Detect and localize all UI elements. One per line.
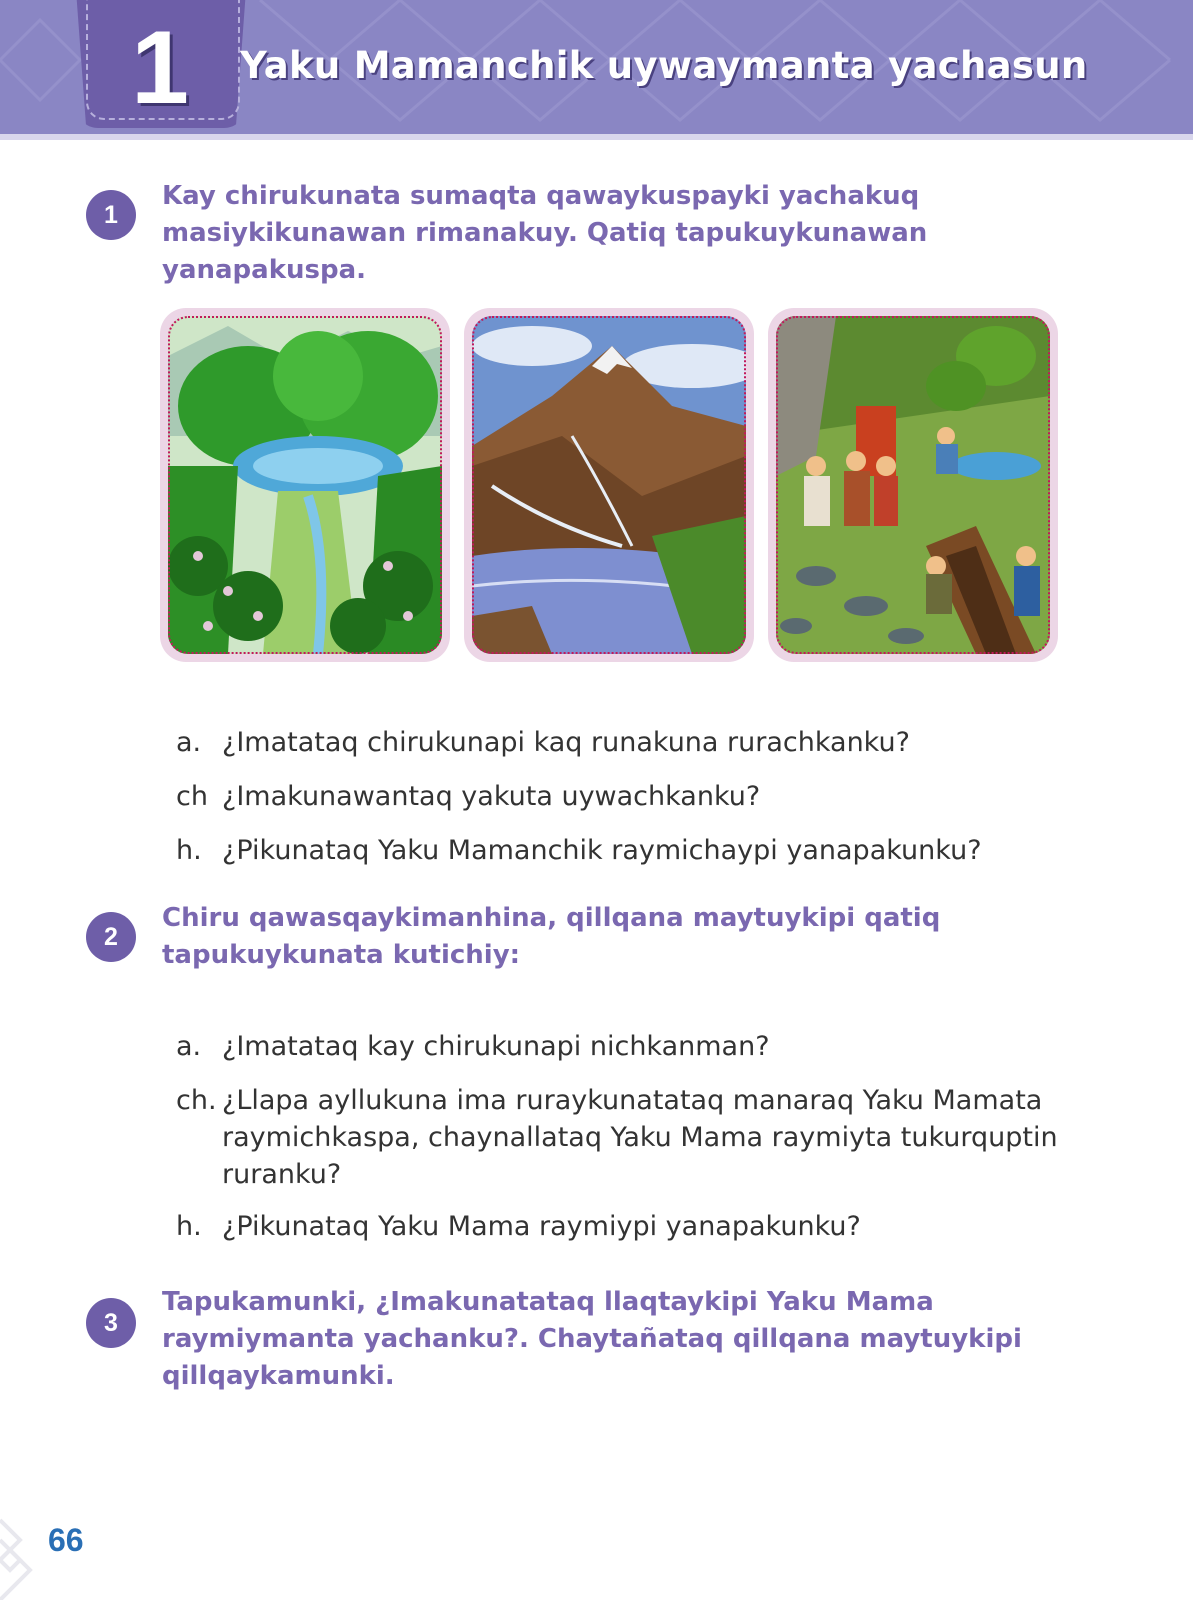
question-text: ¿Imatataq chirukunapi kaq runakuna rurachkanku? [222,727,910,758]
activity-1-instruction [162,178,927,289]
question-marker: h. [176,1211,202,1242]
instruction-line: tapukuykunata kutichiy: [162,940,521,970]
unit-number: 1 [131,10,189,126]
picture-card-community [768,308,1058,662]
instruction-line: masiykikunawan rimanakuy. Qatiq tapukuykunawan [162,218,928,248]
question-marker: a. [176,1031,202,1062]
activity-number-badge: 2 [86,912,136,962]
question-line: ruranku? [222,1159,342,1190]
question-text [222,1082,1062,1193]
activity-number-badge: 3 [86,1298,136,1348]
question-marker: a. [176,727,202,758]
unit-header [0,0,1193,138]
question-line: raymichkaspa, chaynallataq Yaku Mama raymiyta tukurquptin [222,1122,1058,1153]
community-canal-cleaning-illustration [776,316,1050,654]
activity-2-instruction [162,900,940,974]
question-text: ¿Pikunataq Yaku Mamanchik raymichaypi yanapakunku? [222,835,982,866]
instruction-line: Chiru qawasqaykimanhina, qillqana maytuykipi qatiq [162,903,941,933]
picture-card-forest [160,308,450,662]
unit-title: Yaku Mamanchik uywaymanta yachasun [240,44,1088,87]
instruction-line: qillqaykamunki. [162,1361,395,1391]
instruction-line: yanapakuspa. [162,255,367,285]
instruction-line: raymiymanta yachanku?. Chaytañataq qillqana maytuykipi [162,1324,1022,1354]
forest-lagoon-illustration [168,316,442,654]
instruction-line: Kay chirukunata sumaqta qawaykuspayki yachakuq [162,181,920,211]
activity-3-instruction [162,1284,1022,1395]
page-number: 66 [48,1522,84,1558]
corner-pattern [0,1500,46,1600]
picture-card-mountain [464,308,754,662]
question-text: ¿Imatataq kay chirukunapi nichkanman? [222,1031,770,1062]
question-line: ¿Llapa ayllukuna ima ruraykunatataq manaraq Yaku Mamata [222,1085,1043,1116]
question-text: ¿Pikunataq Yaku Mama raymiypi yanapakunku? [222,1211,861,1242]
question-text: ¿Imakunawantaq yakuta uywachkanku? [222,781,761,812]
instruction-line: Tapukamunki, ¿Imakunatataq llaqtaykipi Yaku Mama [162,1287,934,1317]
activity-number-badge: 1 [86,190,136,240]
header-divider [0,134,1193,140]
question-marker: h. [176,835,202,866]
mountain-lake-illustration [472,316,746,654]
question-marker: ch. [176,1085,217,1116]
question-marker: ch [176,781,208,812]
